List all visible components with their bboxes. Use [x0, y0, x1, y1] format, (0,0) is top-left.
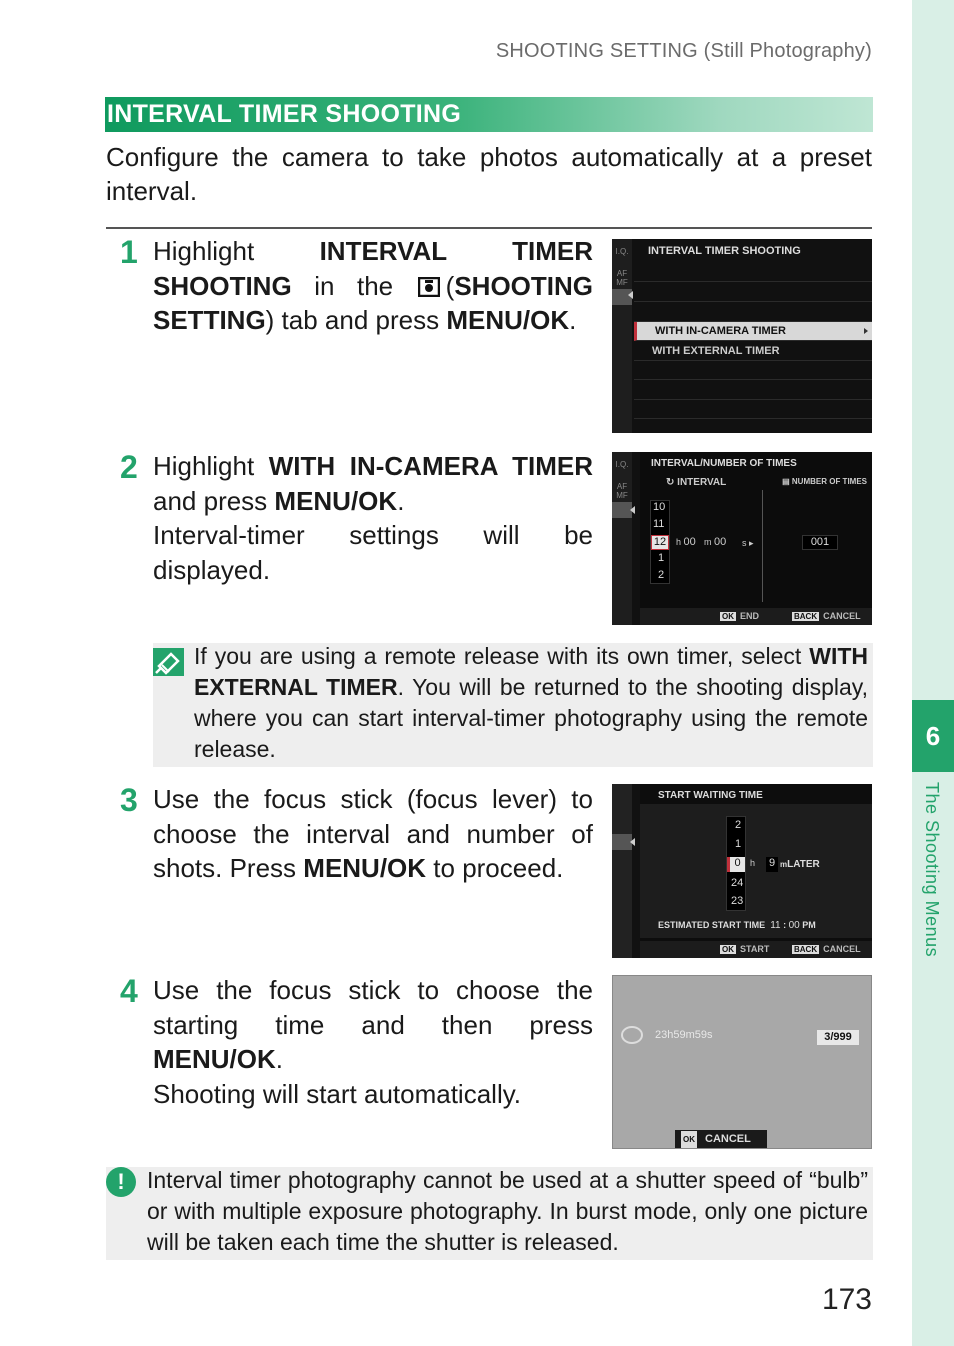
shot-counter: 3/999	[817, 1030, 859, 1045]
step-2-text: Highlight WITH IN-CAMERA TIMER and press MENU/OK. Interval-timer settings will be displayed.	[153, 451, 593, 585]
interval-settings-screen: I.Q. AF MF INTERVAL/NUMBER OF TIMES ↻ INTERVAL ▤ NUMBER OF TIMES 10 11 12 1 2 h 00 m 00 s ▸ 001 OK END BACK CANCEL	[612, 452, 872, 625]
divider	[106, 227, 872, 229]
cancel-button[interactable]: OK CANCEL	[675, 1130, 767, 1148]
seconds-value: 00	[714, 536, 727, 548]
hour-value: 1	[735, 838, 742, 850]
hour-value: 2	[658, 569, 665, 581]
start-waiting-time-screen: START WAITING TIME 2 1 0 24 23 h 9 mLATER ESTIMATED START TIME 11 : 00 PM OK START BACK CANCEL	[612, 784, 872, 958]
caution-icon: !	[106, 1167, 136, 1197]
menu-tab-rail: I.Q. AF MF	[612, 239, 632, 433]
hour-value: 11	[653, 518, 665, 530]
caution-text: Interval timer photography cannot be used at a shutter speed of “bulb” or with multiple exposure photography. In burst mode, only one picture will be taken each time the shutter is released.	[147, 1167, 868, 1255]
count-value[interactable]: 001	[802, 535, 838, 550]
number-of-times-label: ▤ NUMBER OF TIMES	[782, 477, 867, 486]
screen-title: INTERVAL TIMER SHOOTING	[648, 245, 801, 257]
chapter-title: The Shooting Menus	[922, 782, 942, 958]
burst-icon: ▤	[782, 477, 792, 486]
countdown-display: 23h59m59s	[655, 1029, 713, 1041]
note-icon	[153, 648, 184, 676]
interval-timer-icon	[621, 1026, 643, 1044]
running-head: SHOOTING SETTING (Still Photography)	[495, 40, 872, 62]
tab-cursor-arrow	[630, 838, 635, 846]
camera-tab-icon	[612, 834, 632, 850]
intro-text: Configure the camera to take photos automatically at a preset interval.	[106, 142, 872, 206]
repeat-icon: ↻	[666, 477, 678, 488]
screen-title: INTERVAL/NUMBER OF TIMES	[651, 458, 797, 469]
chapter-number: 6	[912, 700, 954, 772]
camera-icon	[418, 271, 440, 291]
hour-value-selected[interactable]: 12	[651, 535, 669, 550]
hour-value: 23	[731, 895, 744, 907]
hour-value: 10	[653, 501, 666, 513]
section-title: INTERVAL TIMER SHOOTING	[105, 97, 873, 132]
footer-bar: OK START BACK CANCEL	[640, 941, 872, 958]
menu-item-with-in-camera-timer[interactable]: WITH IN-CAMERA TIMER	[634, 322, 872, 341]
tab-cursor-arrow	[630, 506, 635, 514]
interval-label: ↻ INTERVAL	[666, 477, 727, 488]
page-number: 173	[821, 1283, 872, 1316]
minutes-value[interactable]: 9	[766, 857, 778, 872]
camera-tab-icon	[612, 502, 632, 518]
step-4-text: Use the focus stick to choose the starting time and then press MENU/OK. Shooting will start automatically.	[153, 975, 593, 1109]
hour-value: 2	[735, 819, 742, 831]
screen-title: START WAITING TIME	[658, 790, 763, 801]
step-3-number: 3	[120, 782, 138, 818]
shooting-countdown-screen	[612, 975, 872, 1149]
step-2-number: 2	[120, 449, 138, 485]
note-text: If you are using a remote release with its own timer, select WITH EXTERNAL TIMER. You will be returned to the shooting display, where you can start interval-timer photography using the remote release.	[194, 643, 868, 762]
menu-screen-interval-timer	[612, 239, 872, 433]
chevron-right-icon	[864, 328, 868, 334]
hour-value: 1	[658, 552, 665, 564]
minutes-value: 00	[683, 536, 696, 548]
chapter-side-tab	[912, 0, 954, 1346]
step-1-text: Highlight INTERVAL TIMER SHOOTING in the (SHOOTING SETTING) tab and press MENU/OK.	[153, 236, 593, 335]
step-1-number: 1	[120, 234, 138, 270]
step-3-text: Use the focus stick (focus lever) to choose the interval and number of shots. Press MENU/OK to proceed.	[153, 784, 593, 883]
hour-value: 24	[731, 877, 744, 889]
menu-item-with-external-timer[interactable]: WITH EXTERNAL TIMER	[634, 342, 872, 361]
step-4-number: 4	[120, 973, 138, 1009]
estimated-start-time: ESTIMATED START TIME 11 : 00 PM	[658, 920, 816, 931]
hour-value-selected[interactable]: 0	[727, 857, 745, 872]
tab-cursor-arrow	[628, 291, 633, 299]
footer-bar: OK END BACK CANCEL	[640, 608, 872, 625]
